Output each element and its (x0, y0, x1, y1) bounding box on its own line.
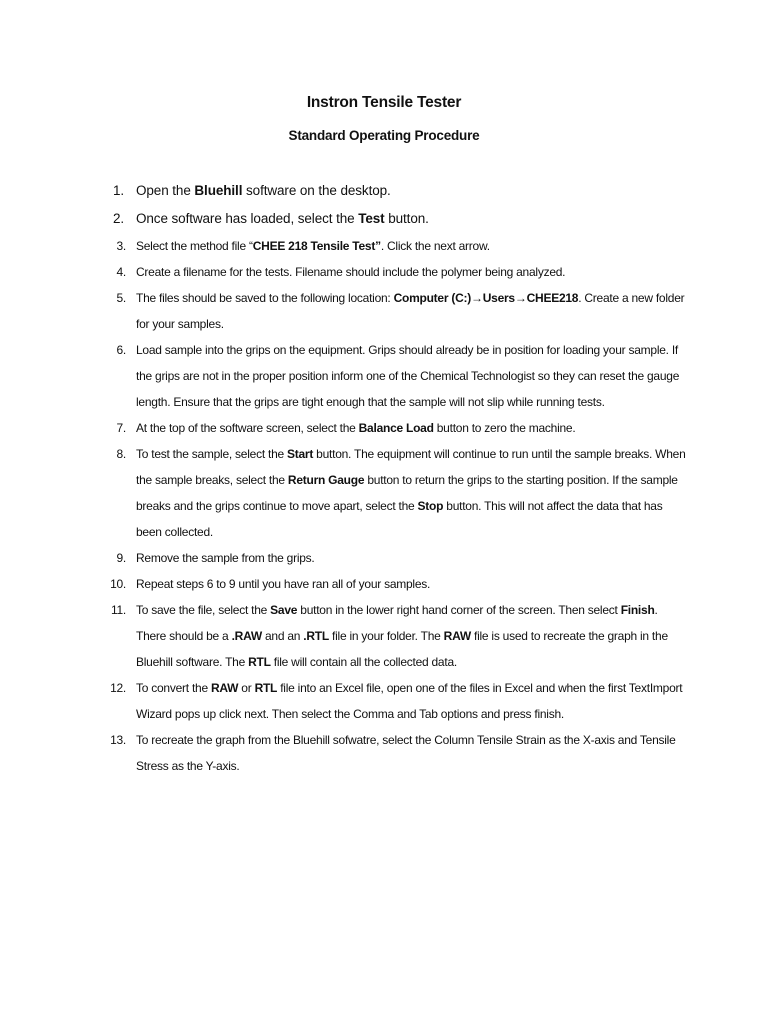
procedure-step-1 (0, 177, 768, 205)
step-text: Open the Bluehill software on the desktop. (136, 183, 391, 198)
procedure-step-9 (0, 545, 768, 571)
step-text: Repeat steps 6 to 9 until you have ran all of your samples. (136, 577, 431, 591)
step-number: 11. (110, 603, 126, 617)
procedure-step-6 (0, 337, 768, 415)
step-text: Load sample into the grips on the equipment. Grips should already be in position for loading your sample. If the grips are not in the proper position inform one of the Chemical Technologist so they can reset the gauge length. Ensure that the grips are tight enough that the sample will not slip while running tests. (136, 343, 680, 409)
step-text: Once software has loaded, select the Test button. (136, 211, 429, 226)
step-number: 13. (110, 733, 126, 747)
procedure-step-4 (0, 259, 768, 285)
document-title: Instron Tensile Tester (306, 94, 462, 111)
step-number: 4. (116, 265, 126, 279)
step-text: To convert the RAW or RTL file into an Excel file, open one of the files in Excel and when the first TextImport Wizard pops up click next. Then select the Comma and Tab options and press finish. (136, 681, 683, 721)
step-number: 12. (110, 681, 126, 695)
procedure-step-11 (0, 597, 768, 675)
step-number: 6. (116, 343, 126, 357)
step-text: To save the file, select the Save button in the lower right hand corner of the screen. Then select Finish. There should be a .RAW and an .RTL file in your folder. The RAW file is used to recreate the graph in the Bluehill software. The RTL file will contain all the collected data. (136, 603, 668, 669)
step-number: 5. (116, 291, 126, 305)
procedure-step-7 (0, 415, 768, 441)
procedure-steps-list (0, 177, 768, 779)
step-text: The files should be saved to the following location: Computer (C:)→Users→CHEE218. Create a new folder for your samples. (136, 291, 685, 331)
step-number: 1. (112, 183, 124, 198)
step-number: 3. (116, 239, 126, 253)
procedure-step-10 (0, 571, 768, 597)
step-number: 7. (116, 421, 126, 435)
procedure-step-12 (0, 675, 768, 727)
step-text: Remove the sample from the grips. (136, 551, 315, 565)
step-text: To test the sample, select the Start button. The equipment will continue to run until the sample breaks. When the sample breaks, select the Return Gauge button to return the grips to the starting position. If the sample breaks and the grips continue to move apart, select the Stop button. This will not affect the data that has been collected. (136, 447, 686, 539)
step-number: 10. (110, 577, 126, 591)
procedure-step-13 (0, 727, 768, 779)
procedure-step-5 (0, 285, 768, 337)
procedure-step-2 (0, 205, 768, 233)
procedure-step-8 (0, 441, 768, 545)
step-number: 9. (116, 551, 126, 565)
document-subtitle: Standard Operating Procedure (288, 128, 480, 143)
step-text: At the top of the software screen, select the Balance Load button to zero the machine. (136, 421, 576, 435)
procedure-step-3 (0, 233, 768, 259)
step-number: 2. (112, 211, 124, 226)
step-number: 8. (116, 447, 126, 461)
step-text: Create a filename for the tests. Filename should include the polymer being analyzed. (136, 265, 566, 279)
step-text: To recreate the graph from the Bluehill sofwatre, select the Column Tensile Strain as the X-axis and Tensile Stress as the Y-axis. (136, 733, 676, 773)
step-text: Select the method file “CHEE 218 Tensile Test”. Click the next arrow. (136, 239, 490, 253)
